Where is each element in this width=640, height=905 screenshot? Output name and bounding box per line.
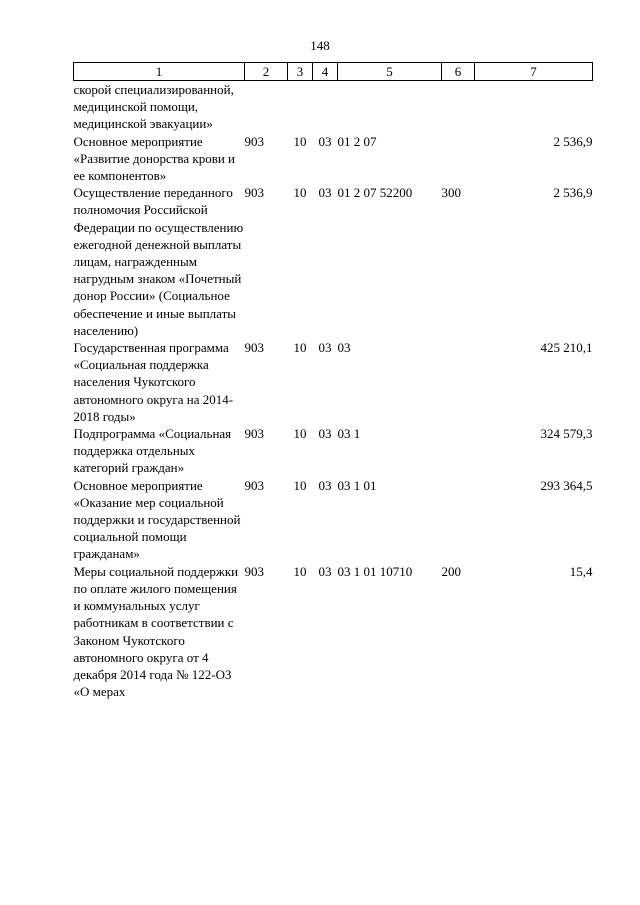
row-subsection: 03 bbox=[318, 185, 332, 201]
row-name: Подпрограмма «Социальная поддержка отдельных категорий граждан» bbox=[73, 426, 232, 476]
row-amount: 324 579,3 bbox=[540, 426, 593, 442]
row-amount: 293 364,5 bbox=[540, 477, 593, 493]
row-target-article: 03 1 bbox=[337, 426, 361, 442]
row-amount bbox=[475, 81, 593, 133]
header-col-3: 3 bbox=[288, 63, 313, 81]
table-row bbox=[74, 133, 593, 185]
row-expense-type: 300 bbox=[441, 185, 461, 201]
row-expense-type bbox=[442, 425, 475, 477]
table-row bbox=[74, 477, 593, 563]
row-amount: 425 210,1 bbox=[540, 340, 593, 356]
row-name: скорой специализированной, медицинской помощи, медицинской эвакуации» bbox=[73, 82, 234, 132]
budget-table bbox=[73, 62, 593, 700]
row-name: Основное мероприятие «Оказание мер социальной поддержки и государственной социальной помощи гражданам» bbox=[73, 477, 241, 562]
row-name: Основное мероприятие «Развитие донорства крови и ее компонентов» bbox=[73, 133, 236, 184]
row-section: 10 bbox=[293, 133, 307, 149]
row-subsection: 03 bbox=[318, 563, 332, 579]
row-section: 10 bbox=[293, 563, 307, 579]
row-target-article: 03 bbox=[337, 340, 351, 356]
row-expense-type: 200 bbox=[441, 563, 461, 579]
row-expense-type bbox=[442, 339, 475, 425]
row-name: Меры социальной поддержки по оплате жилого помещения и коммунальных услуг работникам в соответствии с Законом Чукотского автономного округа от 4 декабря 2014 года № 122-ОЗ «О мерах bbox=[73, 563, 239, 700]
page-number: 148 bbox=[310, 38, 330, 53]
row-target-article: 01 2 07 bbox=[337, 133, 377, 149]
row-name: Осуществление переданного полномочия Российской Федерации по осуществлению ежегодной денежной выплаты лицам, награжденным нагрудным знаком «Почетный донор России» (Социальное обеспечение и иные выплаты населению) bbox=[73, 185, 244, 338]
header-col-4: 4 bbox=[313, 63, 338, 81]
row-amount: 15,4 bbox=[569, 563, 593, 579]
header-row bbox=[74, 63, 593, 81]
row-target-article bbox=[338, 81, 442, 133]
row-section: 10 bbox=[293, 340, 307, 356]
row-section: 10 bbox=[293, 477, 307, 493]
row-ministry: 903 bbox=[244, 426, 264, 442]
row-ministry bbox=[245, 81, 288, 133]
row-target-article: 03 1 01 10710 bbox=[337, 563, 413, 579]
row-amount: 2 536,9 bbox=[553, 133, 593, 149]
header-col-2: 2 bbox=[245, 63, 288, 81]
table-row bbox=[74, 425, 593, 477]
row-section bbox=[288, 81, 313, 133]
table-row bbox=[74, 563, 593, 701]
header-col-7: 7 bbox=[475, 63, 593, 81]
row-section: 10 bbox=[293, 185, 307, 201]
row-expense-type bbox=[442, 477, 475, 563]
row-ministry: 903 bbox=[244, 340, 264, 356]
header-col-5: 5 bbox=[338, 63, 442, 81]
row-subsection bbox=[313, 81, 338, 133]
table-row bbox=[74, 184, 593, 339]
row-expense-type bbox=[442, 81, 475, 133]
row-target-article: 03 1 01 bbox=[337, 477, 377, 493]
table-row bbox=[74, 339, 593, 425]
row-ministry: 903 bbox=[244, 133, 264, 149]
row-name: Государственная программа «Социальная поддержка населения Чукотского автономного округа на 2014-2018 годы» bbox=[73, 340, 234, 424]
row-ministry: 903 bbox=[244, 563, 264, 579]
row-subsection: 03 bbox=[318, 477, 332, 493]
row-expense-type bbox=[442, 133, 475, 185]
row-section: 10 bbox=[293, 426, 307, 442]
row-subsection: 03 bbox=[318, 340, 332, 356]
header-col-6: 6 bbox=[442, 63, 475, 81]
row-ministry: 903 bbox=[244, 185, 264, 201]
row-subsection: 03 bbox=[318, 426, 332, 442]
row-subsection: 03 bbox=[318, 133, 332, 149]
table-row bbox=[74, 81, 593, 133]
row-target-article: 01 2 07 52200 bbox=[337, 185, 413, 201]
header-col-1: 1 bbox=[74, 63, 245, 81]
row-amount: 2 536,9 bbox=[553, 185, 593, 201]
row-ministry: 903 bbox=[244, 477, 264, 493]
